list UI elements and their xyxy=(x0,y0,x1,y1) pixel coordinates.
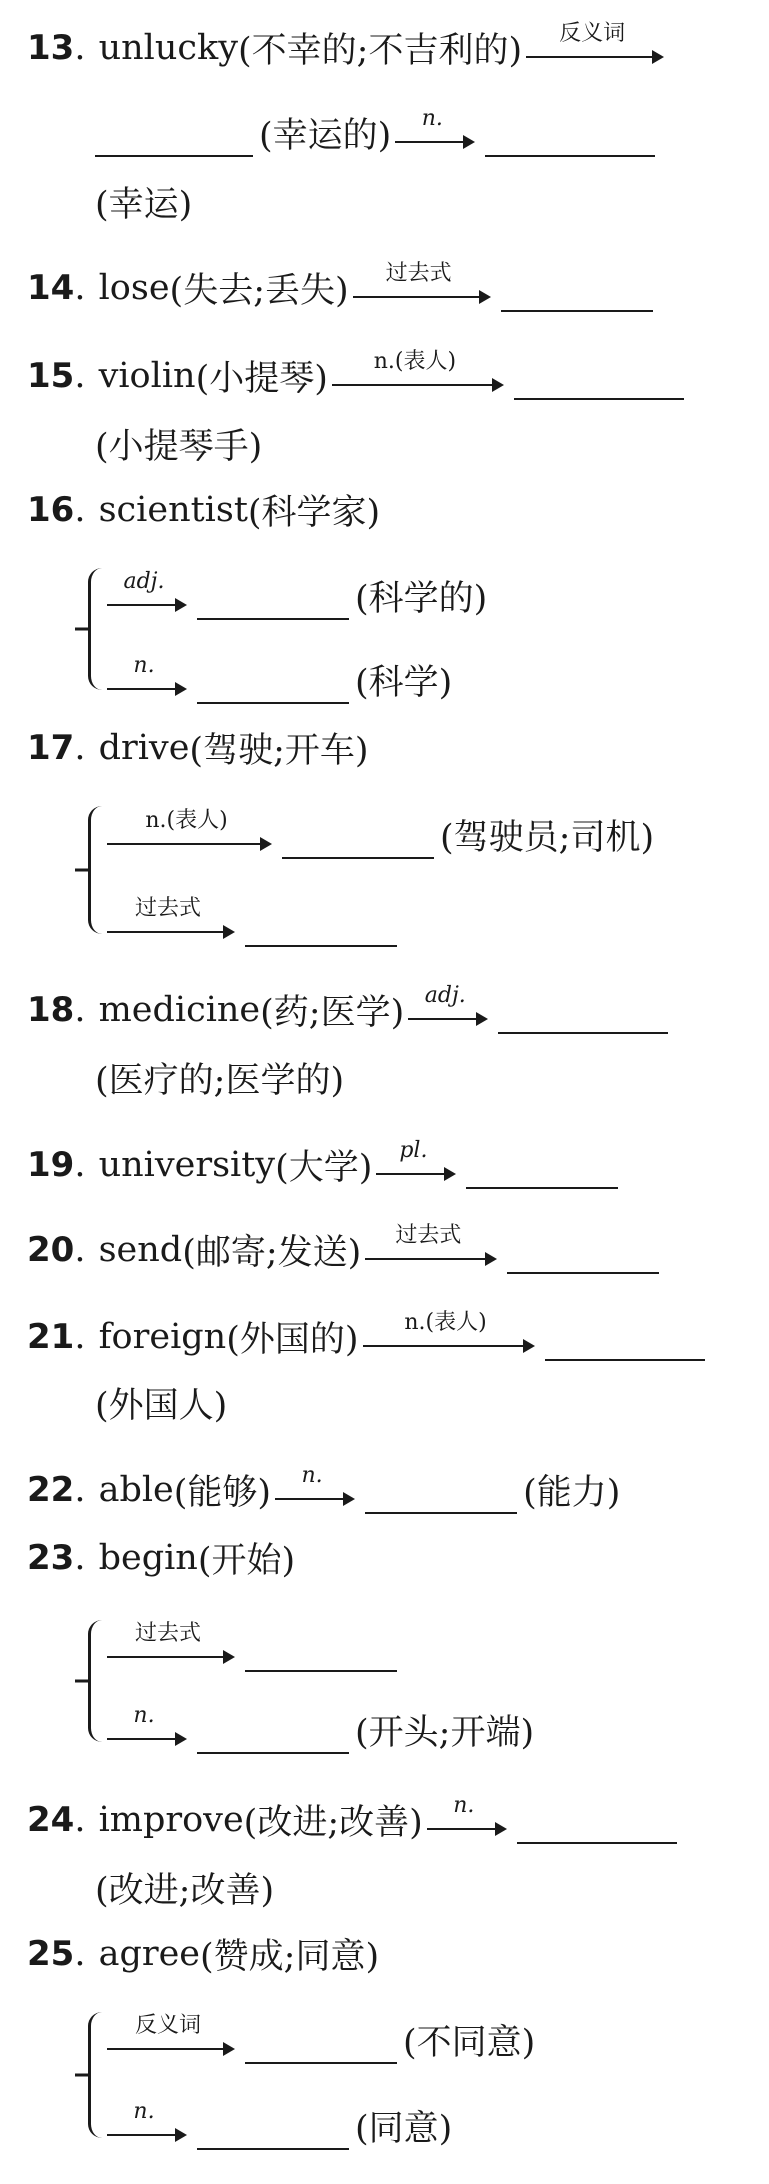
item-word: send xyxy=(98,1230,183,1270)
item-14-line: 14 . lose (失去;丢失) 过去式 xyxy=(27,258,659,318)
item-number: 22 xyxy=(27,1470,75,1510)
item-15-line-2 xyxy=(95,414,262,474)
arrow-icon xyxy=(107,2014,235,2066)
item-meaning: (大学) xyxy=(275,1148,373,1188)
answer-blank[interactable] xyxy=(507,1242,659,1274)
answer-blank[interactable] xyxy=(514,368,684,400)
item-meaning: (驾驶;开车) xyxy=(189,731,369,771)
item-word: scientist xyxy=(98,490,248,530)
item-word: begin xyxy=(98,1538,198,1578)
item-word: violin xyxy=(98,356,196,396)
item-25-branch-1 xyxy=(107,2010,535,2070)
item-meaning: (驾驶员;司机) xyxy=(440,818,655,858)
item-24-line-2 xyxy=(95,1858,274,1918)
item-19-line: 19 . university (大学) pl. xyxy=(27,1135,624,1195)
arrow-label: n. xyxy=(301,1463,323,1488)
item-16-line: 16 . scientist (科学家) xyxy=(27,480,380,540)
arrow-icon xyxy=(526,22,664,74)
item-21-line: 21 . foreign (外国的) n.(表人) xyxy=(27,1307,711,1367)
item-number: 18 xyxy=(27,990,75,1030)
item-word: foreign xyxy=(98,1317,227,1357)
arrow-icon xyxy=(363,1311,535,1363)
item-16-branch-1 xyxy=(107,566,487,626)
arrow-icon xyxy=(107,1704,187,1756)
arrow-label: n.(表人) xyxy=(145,808,228,833)
item-meaning: (外国人) xyxy=(95,1386,228,1426)
answer-blank[interactable] xyxy=(501,280,653,312)
item-16-branch-2 xyxy=(107,650,452,710)
item-13-line: 13 . unlucky (不幸的;不吉利的) 反义词 xyxy=(27,18,668,78)
arrow-label: n. xyxy=(133,1703,155,1728)
answer-blank[interactable] xyxy=(197,1722,349,1754)
item-word: drive xyxy=(98,728,190,768)
item-word: improve xyxy=(98,1800,244,1840)
arrow-icon xyxy=(376,1139,456,1191)
arrow-label: 过去式 xyxy=(134,896,201,921)
item-meaning: (能力) xyxy=(523,1473,621,1513)
item-20-line: 20 . send (邮寄;发送) 过去式 xyxy=(27,1220,665,1280)
arrow-icon xyxy=(332,350,504,402)
arrow-label: 过去式 xyxy=(385,261,452,286)
item-word: unlucky xyxy=(98,28,238,68)
item-word: lose xyxy=(98,268,170,308)
arrow-label: 过去式 xyxy=(395,1223,462,1248)
arrow-label: n. xyxy=(133,653,155,678)
item-meaning: (同意) xyxy=(355,2109,453,2149)
item-word: able xyxy=(98,1470,174,1510)
item-word: medicine xyxy=(98,990,261,1030)
item-meaning: (邮寄;发送) xyxy=(182,1233,362,1273)
arrow-icon xyxy=(395,107,475,159)
arrow-label: n.(表人) xyxy=(373,349,457,374)
arrow-label: n. xyxy=(453,1793,475,1818)
item-number: 13 xyxy=(27,28,75,68)
item-25-line: 25 . agree (赞成;同意) xyxy=(27,1924,379,1984)
arrow-icon xyxy=(275,1464,355,1516)
item-meaning: (改进;改善) xyxy=(243,1803,423,1843)
arrow-icon xyxy=(107,897,235,949)
arrow-icon xyxy=(427,1794,507,1846)
item-meaning: (科学的) xyxy=(355,579,488,619)
answer-blank[interactable] xyxy=(245,1640,397,1672)
answer-blank[interactable] xyxy=(517,1812,677,1844)
item-17-line: 17 . drive (驾驶;开车) xyxy=(27,718,369,778)
item-number: 14 xyxy=(27,268,75,308)
answer-blank[interactable] xyxy=(197,672,349,704)
arrow-label: 反义词 xyxy=(559,21,626,46)
answer-blank[interactable] xyxy=(245,915,397,947)
item-number: 19 xyxy=(27,1145,75,1185)
item-meaning: (幸运的) xyxy=(259,116,392,156)
item-word: agree xyxy=(98,1934,201,1974)
arrow-icon xyxy=(353,262,491,314)
item-meaning: (药;医学) xyxy=(260,993,405,1033)
item-18-line-2 xyxy=(95,1048,344,1108)
item-meaning: (改进;改善) xyxy=(95,1871,275,1911)
arrow-label: 过去式 xyxy=(134,1621,201,1646)
item-25-branch-2 xyxy=(107,2096,452,2156)
arrow-label: n.(表人) xyxy=(404,1310,487,1335)
item-number: 23 xyxy=(27,1538,75,1578)
item-meaning: (小提琴) xyxy=(195,359,328,399)
item-number: 20 xyxy=(27,1230,75,1270)
item-meaning: (小提琴手) xyxy=(95,427,263,467)
arrow-icon xyxy=(107,1622,235,1674)
item-meaning: (医疗的;医学的) xyxy=(95,1061,345,1101)
arrow-label: pl. xyxy=(399,1138,428,1163)
arrow-icon xyxy=(107,570,187,622)
item-meaning: (能够) xyxy=(173,1473,272,1513)
item-15-line: 15 . violin (小提琴) n.(表人) xyxy=(27,346,690,406)
answer-blank[interactable] xyxy=(197,2118,349,2150)
arrow-icon xyxy=(107,809,272,861)
item-23-branch-1 xyxy=(107,1618,403,1678)
item-meaning: (失去;丢失) xyxy=(169,271,349,311)
answer-blank[interactable] xyxy=(95,125,253,157)
item-meaning: (科学) xyxy=(355,663,453,703)
answer-blank[interactable] xyxy=(485,125,655,157)
item-13-line-2 xyxy=(95,103,661,163)
item-24-line: 24 . improve (改进;改善) n. xyxy=(27,1790,683,1850)
answer-blank[interactable] xyxy=(197,588,349,620)
answer-blank[interactable] xyxy=(282,827,434,859)
answer-blank[interactable] xyxy=(498,1002,668,1034)
item-meaning: (幸运) xyxy=(95,185,193,225)
item-meaning: (不同意) xyxy=(403,2023,536,2063)
item-18-line: 18 . medicine (药;医学) adj. xyxy=(27,980,674,1040)
item-word: university xyxy=(98,1145,276,1185)
item-22-line: 22 . able (能够) n. (能力) xyxy=(27,1460,620,1520)
item-23-line: 23 . begin (开始) xyxy=(27,1528,295,1588)
arrow-label: n. xyxy=(133,2099,155,2124)
item-number: 16 xyxy=(27,490,75,530)
arrow-icon xyxy=(107,2100,187,2152)
answer-blank[interactable] xyxy=(466,1157,618,1189)
arrow-icon xyxy=(365,1224,497,1276)
arrow-icon xyxy=(408,984,488,1036)
item-number: 15 xyxy=(27,356,75,396)
item-meaning: (开头;开端) xyxy=(355,1713,535,1753)
arrow-label: 反义词 xyxy=(134,2013,201,2038)
answer-blank[interactable] xyxy=(245,2032,397,2064)
arrow-label: adj. xyxy=(424,983,466,1008)
item-meaning: (科学家) xyxy=(247,493,381,533)
item-23-branch-2 xyxy=(107,1700,534,1760)
item-21-line-2 xyxy=(95,1373,227,1433)
item-13-line-3 xyxy=(95,172,192,232)
arrow-label: n. xyxy=(421,106,443,131)
item-number: 25 xyxy=(27,1934,75,1974)
item-meaning: (开始) xyxy=(197,1541,296,1581)
item-number: 24 xyxy=(27,1800,75,1840)
item-meaning: (赞成;同意) xyxy=(200,1937,380,1977)
item-number: 21 xyxy=(27,1317,75,1357)
item-meaning: (不幸的;不吉利的) xyxy=(238,31,523,71)
answer-blank[interactable] xyxy=(545,1329,705,1361)
answer-blank[interactable] xyxy=(365,1482,517,1514)
item-number: 17 xyxy=(27,728,75,768)
arrow-icon xyxy=(107,654,187,706)
item-17-branch-1 xyxy=(107,805,654,865)
item-meaning: (外国的) xyxy=(226,1320,359,1360)
item-17-branch-2 xyxy=(107,893,403,953)
arrow-label: adj. xyxy=(123,569,165,594)
